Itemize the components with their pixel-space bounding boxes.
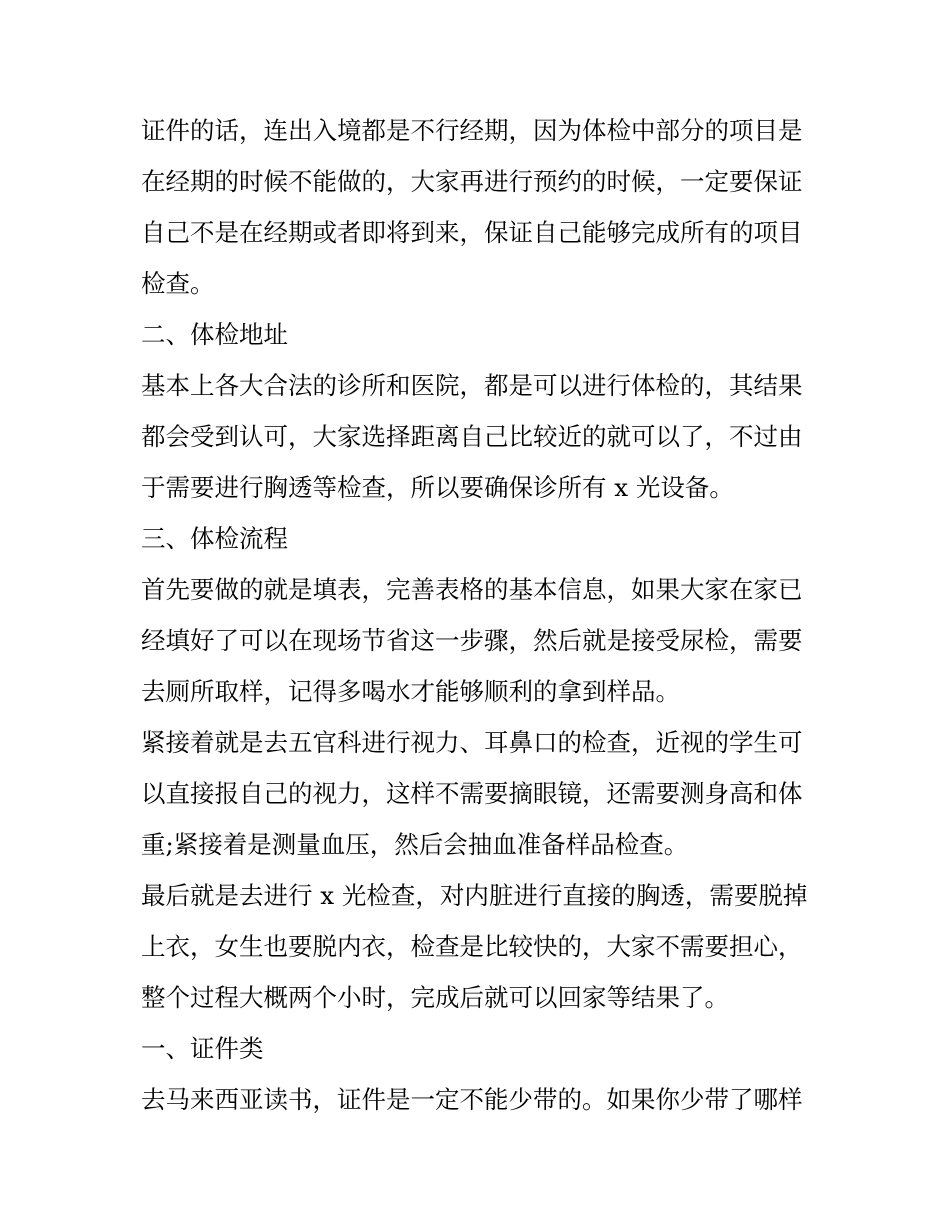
paragraph-line: 自己不是在经期或者即将到来，保证自己能够完成所有的项目 [141, 218, 803, 247]
paragraph-line: 证件的话，连出入境都是不行经期，因为体检中部分的项目是 [141, 116, 803, 145]
section-heading-exam-process: 三、体检流程 [141, 524, 288, 553]
section-heading-documents: 一、证件类 [141, 1034, 264, 1063]
paragraph-line: 检查。 [141, 269, 215, 298]
paragraph-line: 经填好了可以在现场节省这一步骤，然后就是接受尿检，需要 [141, 626, 803, 655]
paragraph-line: 以直接报自己的视力，这样不需要摘眼镜，还需要测身高和体 [141, 779, 803, 808]
paragraph-line: 首先要做的就是填表，完善表格的基本信息，如果大家在家已 [141, 575, 803, 604]
paragraph-line: 整个过程大概两个小时，完成后就可以回家等结果了。 [141, 983, 729, 1012]
paragraph-line: 上衣，女生也要脱内衣，检查是比较快的，大家不需要担心， [141, 932, 803, 961]
paragraph-line: 重;紧接着是测量血压，然后会抽血准备样品检查。 [141, 830, 689, 859]
paragraph-line: 都会受到认可，大家选择距离自己比较近的就可以了，不过由 [141, 422, 803, 451]
document-body [141, 105, 813, 1125]
paragraph-line: 紧接着就是去五官科进行视力、耳鼻口的检查，近视的学生可 [141, 728, 803, 757]
paragraph-line: 去马来西亚读书，证件是一定不能少带的。如果你少带了哪样 [141, 1085, 803, 1114]
paragraph-line: 最后就是去进行 x 光检查，对内脏进行直接的胸透，需要脱掉 [141, 881, 808, 910]
paragraph-line: 在经期的时候不能做的，大家再进行预约的时候，一定要保证 [141, 167, 803, 196]
paragraph-line: 去厕所取样，记得多喝水才能够顺利的拿到样品。 [141, 677, 680, 706]
section-heading-exam-address: 二、体检地址 [141, 320, 288, 349]
paragraph-line: 基本上各大合法的诊所和医院，都是可以进行体检的，其结果 [141, 371, 803, 400]
paragraph-line: 于需要进行胸透等检查，所以要确保诊所有 x 光设备。 [141, 473, 734, 502]
